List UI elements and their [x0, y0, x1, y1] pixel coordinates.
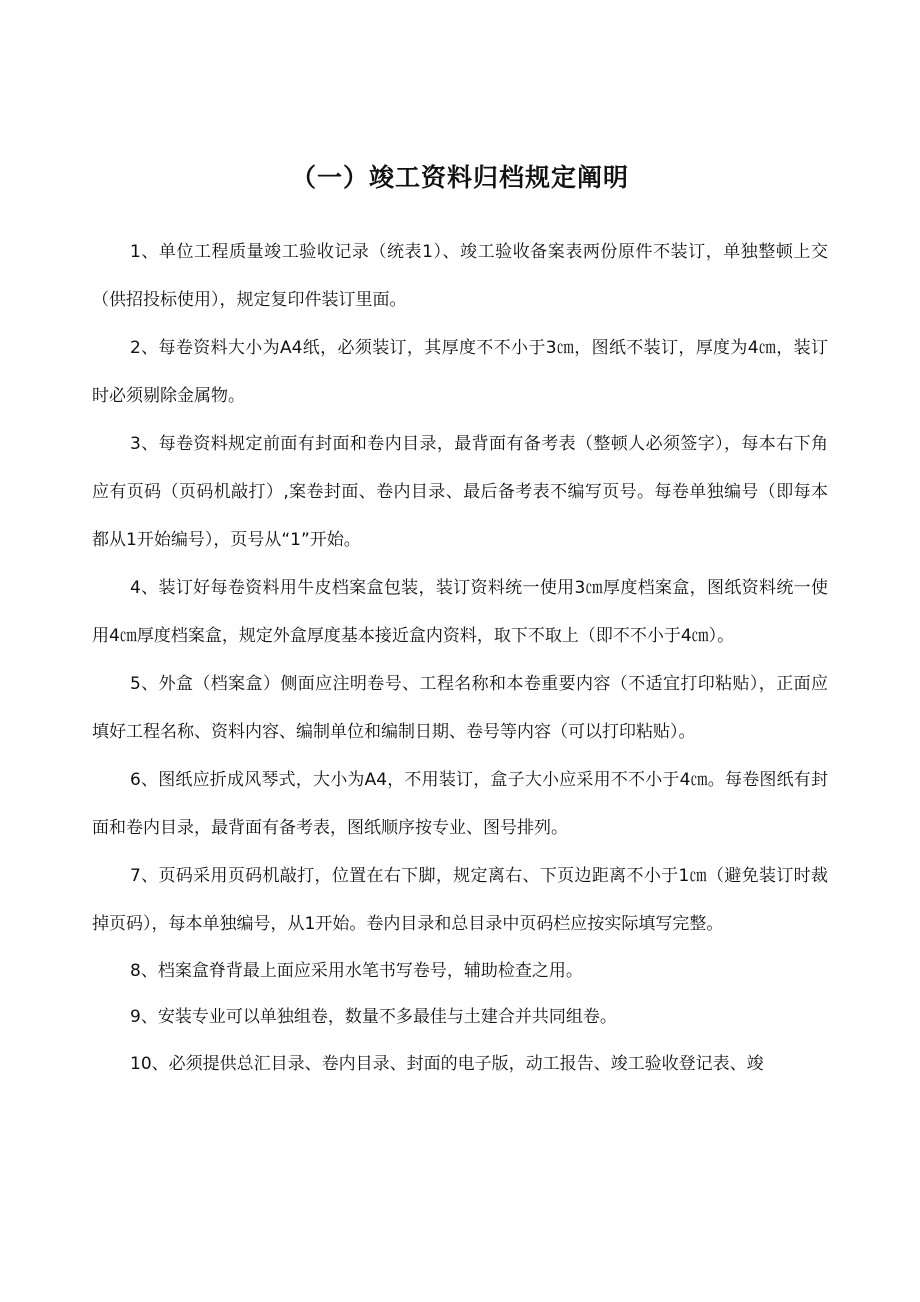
paragraph-10: 10、必须提供总汇目录、卷内目录、封面的电子版，动工报告、竣工验收登记表、竣 [130, 1054, 764, 1074]
paragraph-6: 6、图纸应折成风琴式，大小为A4，不用装订，盒子大小应采用不不小于4㎝。每卷图纸有封面和卷内目录，最背面有备考表，图纸顺序按专业、图号排列。 [92, 770, 828, 838]
paragraph-8: 8、档案盒脊背最上面应采用水笔书写卷号，辅助检查之用。 [130, 961, 583, 981]
paragraph-7: 7、页码采用页码机敲打，位置在右下脚，规定离右、下页边距离不小于1㎝（避免装订时裁掉页码），每本单独编号，从1开始。卷内目录和总目录中页码栏应按实际填写完整。 [92, 866, 828, 934]
paragraph-3: 3、每卷资料规定前面有封面和卷内目录，最背面有备考表（整顿人必须签字），每本右下角应有页码（页码机敲打）,案卷封面、卷内目录、最后备考表不编写页号。每卷单独编号（即每本都从1开始编号），页号从“1”开始。 [92, 434, 828, 550]
paragraph-5: 5、外盒（档案盒）侧面应注明卷号、工程名称和本卷重要内容（不适宜打印粘贴），正面应填好工程名称、资料内容、编制单位和编制日期、卷号等内容（可以打印粘贴）。 [92, 674, 828, 742]
document-body [92, 228, 828, 1088]
paragraph-4: 4、装订好每卷资料用牛皮档案盒包装，装订资料统一使用3㎝厚度档案盒，图纸资料统一使用4㎝厚度档案盒，规定外盒厚度基本接近盒内资料，取下不取上（即不不小于4㎝）。 [92, 578, 828, 646]
paragraph-1: 1、单位工程质量竣工验收记录（统表1）、竣工验收备案表两份原件不装订，单独整顿上交（供招投标使用），规定复印件装订里面。 [92, 242, 828, 310]
paragraph-9: 9、安装专业可以单独组卷，数量不多最佳与土建合并共同组卷。 [130, 1007, 617, 1027]
paragraph-2: 2、每卷资料大小为A4纸，必须装订，其厚度不不小于3㎝，图纸不装订，厚度为4㎝，装订时必须剔除金属物。 [92, 338, 828, 406]
document-title: （一）竣工资料归档规定阐明 [290, 163, 629, 192]
